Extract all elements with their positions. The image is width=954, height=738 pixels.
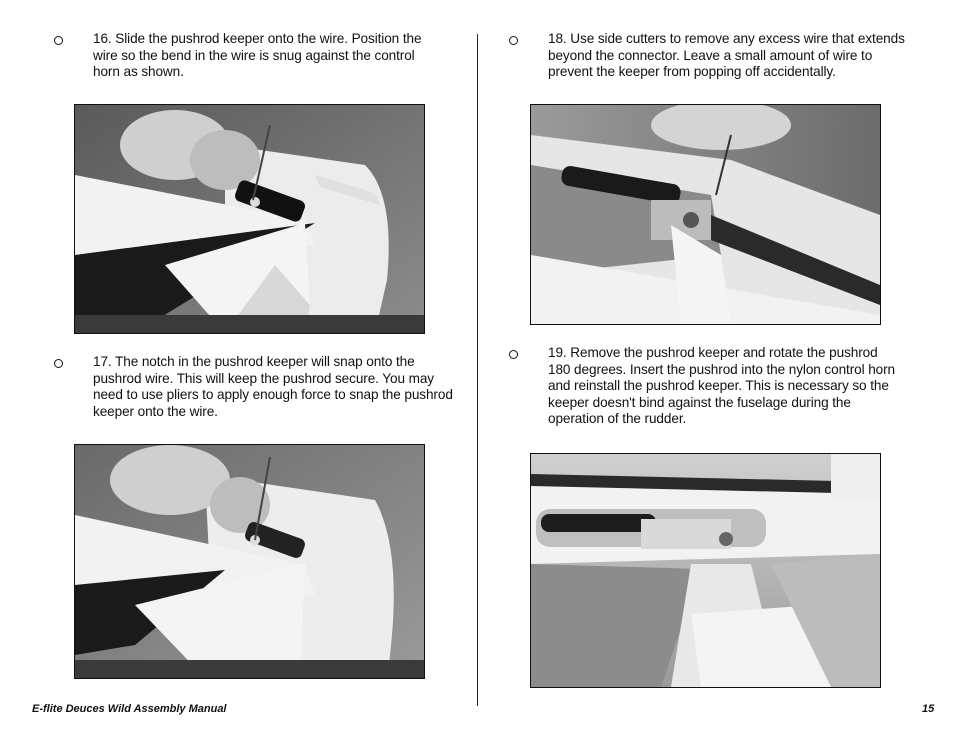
photo-step-18: [530, 104, 881, 325]
step-16-text: 16. Slide the pushrod keeper onto the wire. Position the wire so the bend in the wire is snug against the control horn as shown.: [93, 31, 422, 80]
checkbox-bullet-17[interactable]: [54, 359, 63, 368]
page-number: 15: [922, 703, 935, 715]
step-18-text: 18. Use side cutters to remove any excess wire that extends beyond the connector. Leave a small amount of wire to prevent the keeper from popping off accidentally.: [548, 31, 905, 80]
step-19-text: 19. Remove the pushrod keeper and rotate the pushrod 180 degrees. Insert the pushrod into the nylon control horn and reinstall the pushrod keeper. This is necessary so the keeper doesn't bind against the fuselage during the operation of the rudder.: [548, 345, 896, 427]
column-divider: [477, 34, 478, 706]
photo-step-16: [74, 104, 425, 334]
checkbox-bullet-16[interactable]: [54, 36, 63, 45]
photo-step-19: [530, 453, 881, 688]
photo-step-17: [74, 444, 425, 679]
step-17-text: 17. The notch in the pushrod keeper will snap onto the pushrod wire. This will keep the pushrod secure. You may need to use pliers to apply enough force to snap the pushrod keeper onto the wire.: [93, 354, 453, 419]
checkbox-bullet-18[interactable]: [509, 36, 518, 45]
checkbox-bullet-19[interactable]: [509, 350, 518, 359]
manual-title: E-flite Deuces Wild Assembly Manual: [32, 703, 227, 715]
